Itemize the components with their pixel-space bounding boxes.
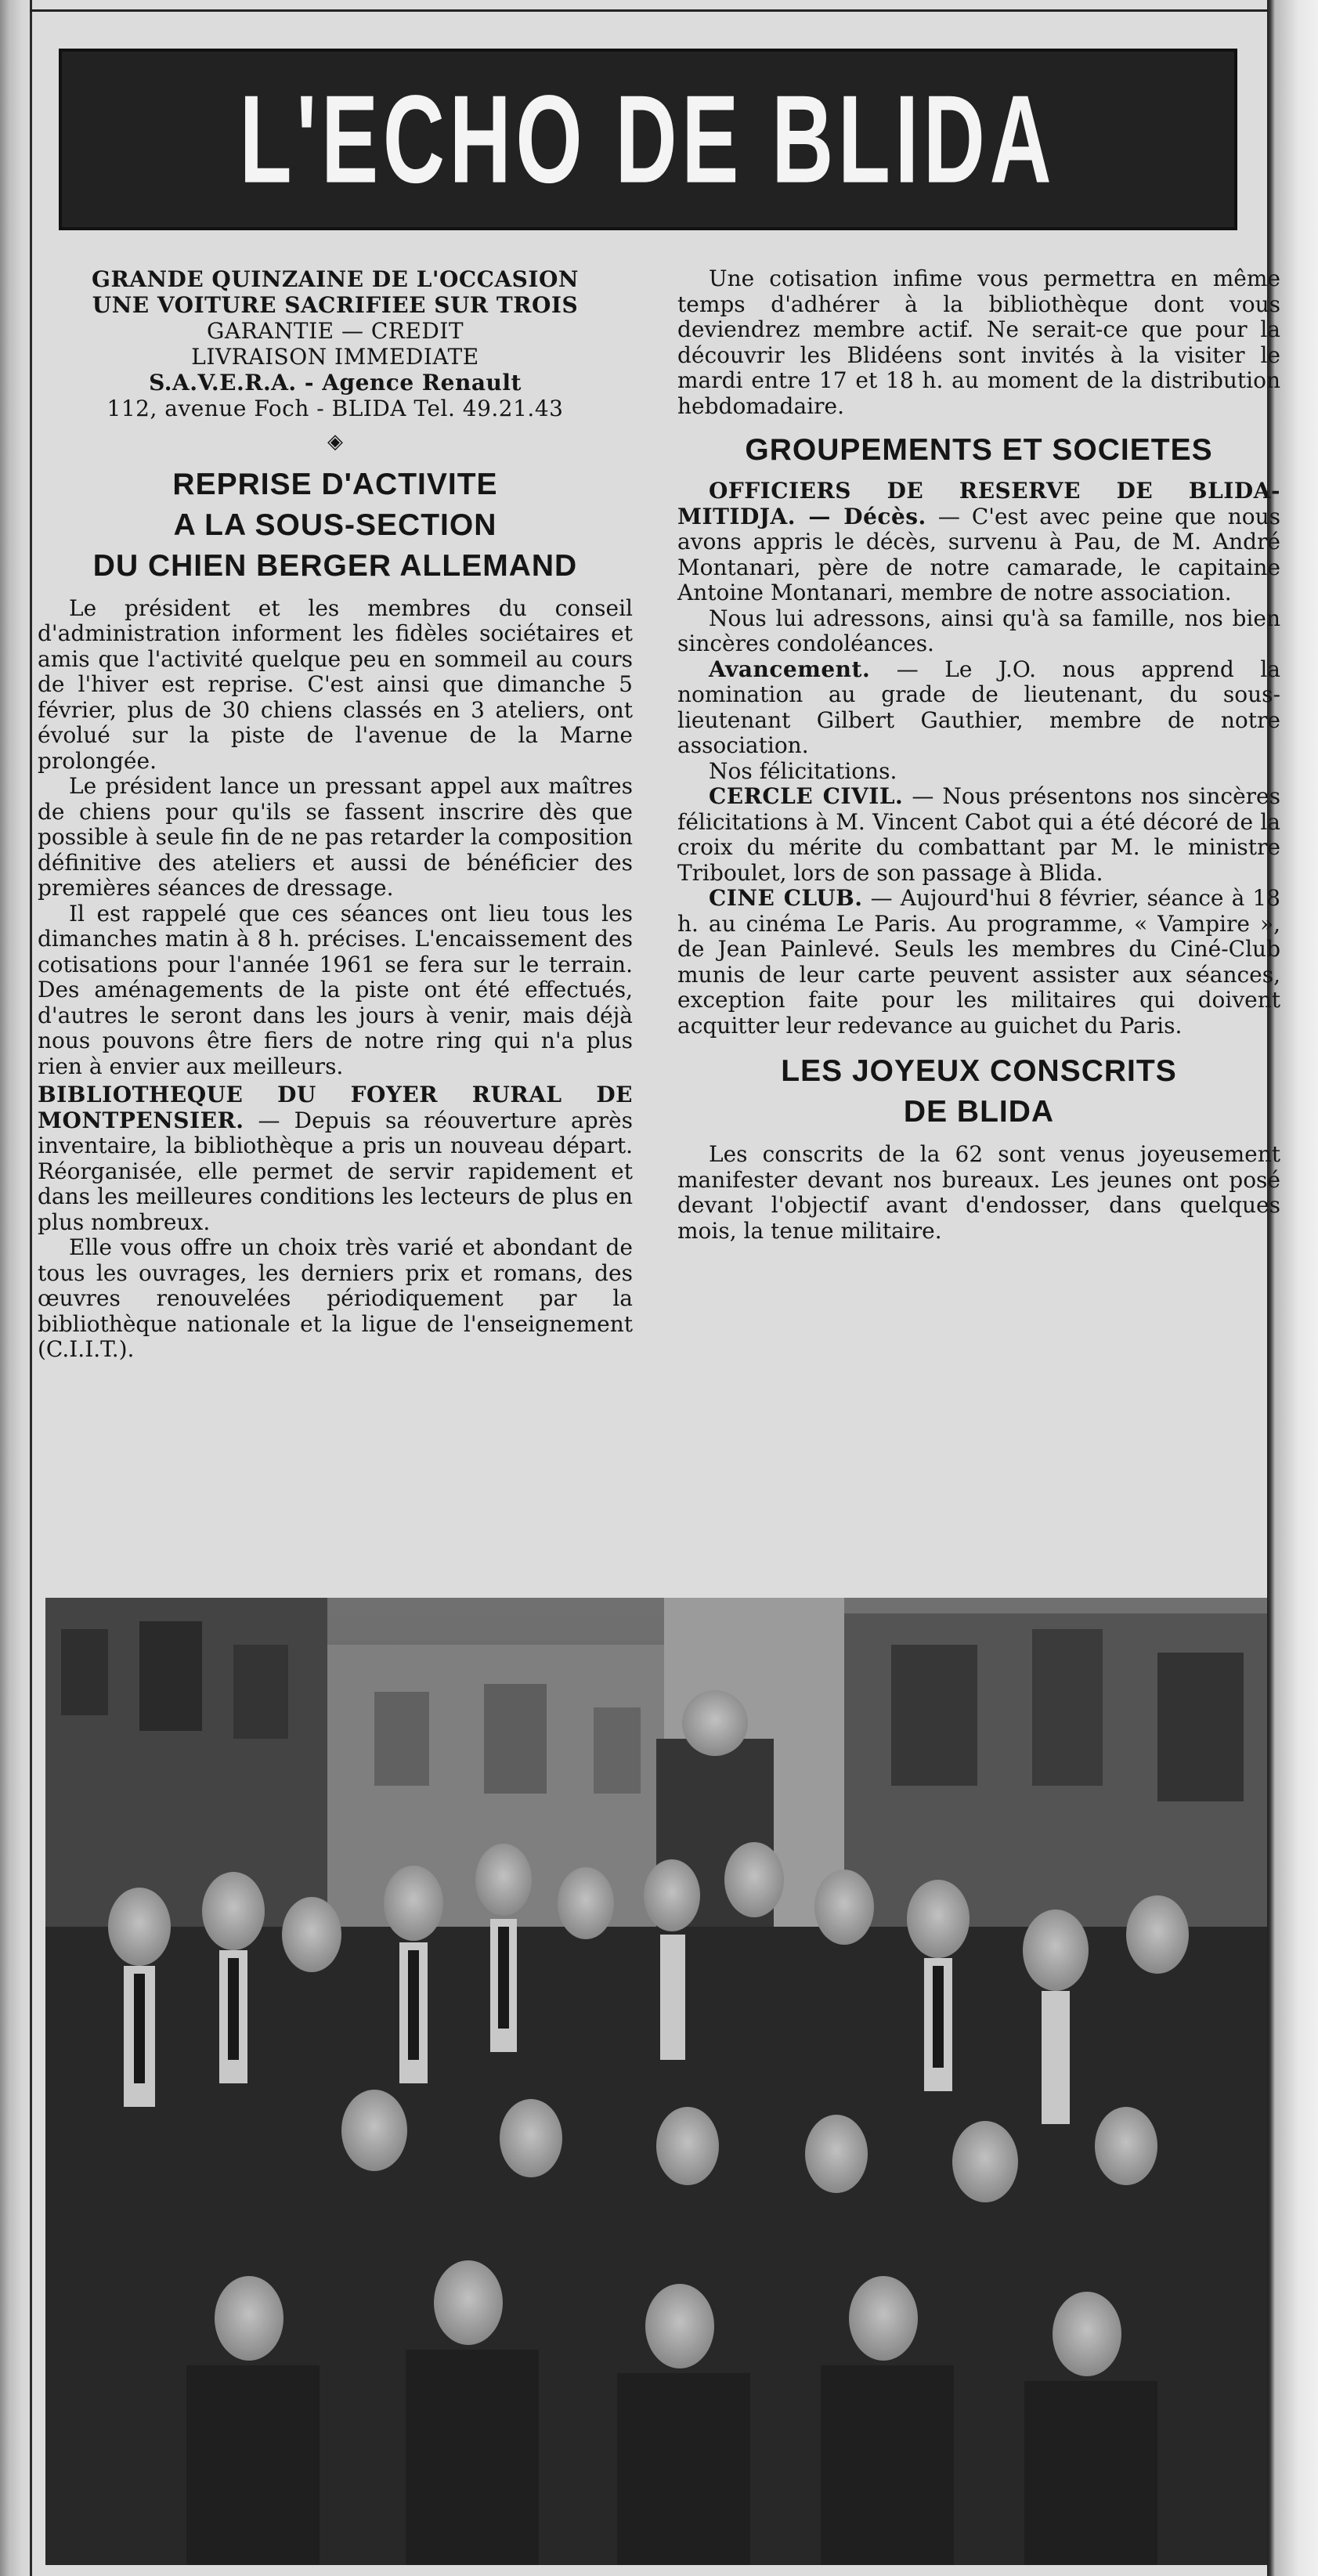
ad-line-1: GRANDE QUINZAINE DE L'OCCASION [92, 266, 579, 292]
promotion-lead: Avancement. [709, 656, 871, 682]
cine-club-paragraph [677, 886, 1280, 1039]
groups-section-headline: GROUPEMENTS ET SOCIETES [745, 433, 1213, 467]
group-photo-illustration [45, 1598, 1267, 2565]
officers-lead: OFFICIERS DE RESERVE DE BLIDA-MITIDJA. — Décès. [677, 478, 1280, 529]
library-article-lead: BIBLIOTHEQUE DU FOYER RURAL DE MONTPENSIER. [38, 1082, 633, 1133]
library-article-text: — Depuis sa réouverture après inventaire, la bibliothèque a pris un nouveau départ. Réorganisée, elle permet de servir rapidement et dans les meilleures conditions les lecteurs de plus en plus nombreux. [38, 1107, 633, 1235]
conscripts-group-photo [45, 1598, 1267, 2565]
cine-club-lead: CINE CLUB. [709, 885, 863, 911]
ad-line-6: 112, avenue Foch - BLIDA Tel. 49.21.43 [107, 396, 564, 421]
library-article-paragraph [38, 1082, 633, 1235]
officers-paragraph: Nous lui adressons, ainsi qu'à sa famille, nos bien sincères condoléances. [677, 605, 1280, 656]
page-left-edge [0, 0, 30, 2576]
headline-line: DE BLIDA [903, 1095, 1055, 1129]
headline-line: DU CHIEN BERGER ALLEMAND [92, 548, 578, 583]
headline-line: LES JOYEUX CONSCRITS [781, 1054, 1177, 1088]
officers-paragraph [677, 479, 1280, 606]
ad-line-4: LIVRAISON IMMEDIATE [191, 344, 479, 370]
dog-article-paragraph: Le président lance un pressant appel aux maîtres de chiens pour qu'ils se fassent inscrire dès que possible à seule fin de ne pas retarder la composition définitive des ateliers et aussi de bénéficier des premières séances de dressage. [38, 773, 633, 901]
promotion-text: — Le J.O. nous apprend la nomination au grade de lieutenant, du sous-lieutenant Gilbert Gauthier, membre de notre association. [677, 656, 1280, 758]
headline-line: A LA SOUS-SECTION [173, 508, 497, 542]
dog-article-paragraph: Il est rappelé que ces séances ont lieu tous les dimanches matin à 8 h. précises. L'encaissement des cotisations pour l'année 1961 se fera sur le terrain. Des aménagements de la piste ont été effectués, d'autres le seront dans les jours à venir, mais déjà nous pouvons être fiers de notre ring qui n'a plus rien à envier aux meilleurs. [38, 900, 633, 1079]
right-column [677, 266, 1280, 1244]
diamond-separator-icon: ◈ [327, 430, 343, 453]
renault-advertisement [38, 266, 633, 421]
headline-line: REPRISE D'ACTIVITE [172, 467, 498, 501]
promotion-paragraph [677, 657, 1280, 759]
library-article-paragraph: Une cotisation infime vous permettra en même temps d'adhérer à la bibliothèque dont vous deviendrez membre actif. Ne serait-ce que pour la découvrir les Blidéens sont invités à la visiter le mardi entre 17 et 18 h. au moment de la distribution hebdomadaire. [677, 266, 1280, 419]
masthead [59, 49, 1237, 230]
left-column [38, 266, 633, 1363]
left-column-rule [30, 0, 32, 2576]
promotion-paragraph: Nos félicitations. [709, 757, 897, 784]
top-rule [30, 9, 1267, 12]
ad-line-2: UNE VOITURE SACRIFIEE SUR TROIS [92, 292, 579, 318]
dog-article-headline [38, 464, 633, 587]
cercle-text: — Nous présentons nos sincères félicitations à M. Vincent Cabot qui a été décoré de la croix du mérite du combattant par M. le ministre Triboulet, lors de son passage à Blida. [677, 783, 1280, 886]
dog-article-paragraph: Le président et les membres du conseil d'administration informent les fidèles sociétaires et amis que l'activité quelque peu en sommeil au cours de l'hiver est reprise. C'est ainsi que dimanche 5 février, plus de 30 chiens classés en 3 ateliers, ont évolué sur la piste de l'avenue de la Marne prolongée. [38, 594, 633, 774]
conscripts-article-paragraph: Les conscrits de la 62 sont venus joyeusement manifester devant nos bureaux. Les jeunes ont posé devant l'objectif avant d'endosser, dans quelques mois, la tenue militaire. [677, 1141, 1280, 1244]
ad-line-3: GARANTIE — CREDIT [207, 318, 464, 344]
cercle-lead: CERCLE CIVIL. [709, 783, 904, 809]
cine-club-text: — Aujourd'hui 8 février, séance à 18 h. au cinéma Le Paris. Au programme, « Vampire », de Jean Painlevé. Seuls les membres du Ciné-Club munis de leur carte peuvent assister aux séances, exception faite pour les militaires qui doivent acquitter leur redevance au guichet du Paris. [677, 885, 1280, 1039]
officers-text: — C'est avec peine que nous avons appris le décès, survenu à Pau, de M. André Montanari, père de notre camarade, le capitaine Antoine Montanari, membre de notre association. [677, 503, 1280, 605]
masthead-title: L'ECHO DE BLIDA [240, 69, 1056, 209]
ad-line-5: S.A.V.E.R.A. - Agence Renault [149, 370, 522, 396]
cercle-paragraph [677, 784, 1280, 886]
library-article-paragraph: Elle vous offre un choix très varié et abondant de tous les ouvrages, les derniers prix et romans, des œuvres renouvelées périodiquement par la bibliothèque nationale et la ligue de l'enseignement (C.I.I.T.). [38, 1234, 633, 1362]
conscripts-article-headline [677, 1051, 1280, 1133]
